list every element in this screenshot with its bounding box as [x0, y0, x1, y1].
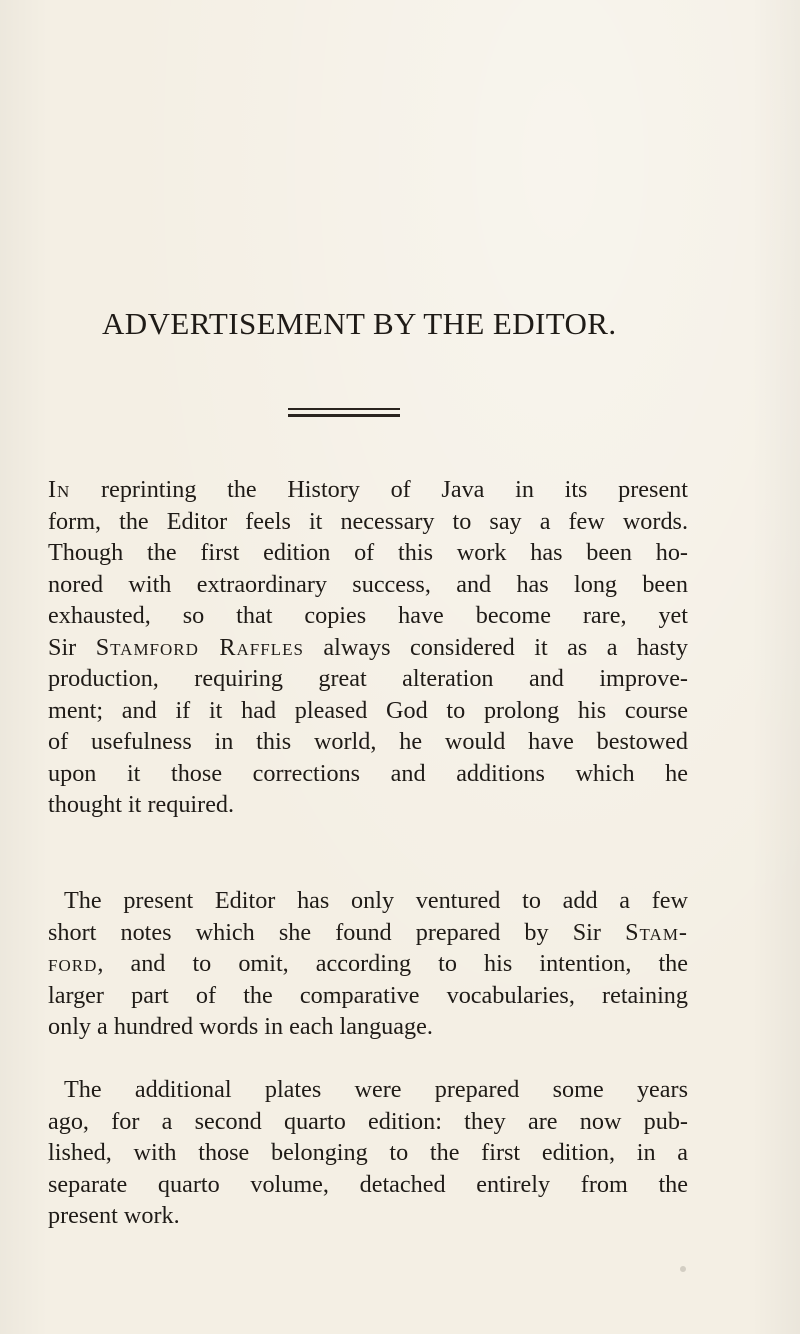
- text-run: ment; and if it had pleased God to prolong his course: [48, 696, 688, 724]
- small-caps-text: ford: [48, 950, 98, 977]
- text-run: ago, for a second quarto edition: they are now pub-: [48, 1107, 688, 1135]
- heading-rule-thin: [288, 408, 400, 410]
- text-line: [48, 1011, 688, 1043]
- text-run: separate quarto volume, detached entirely from the: [48, 1170, 688, 1198]
- text-run: , and to omit, according to his intention, the: [97, 950, 688, 977]
- text-line: [48, 474, 688, 506]
- text-run: Though the first edition of this work has been ho-: [48, 539, 688, 566]
- text-line: [48, 569, 688, 601]
- text-line: [48, 980, 688, 1012]
- text-line: [48, 1169, 688, 1201]
- text-line: [48, 758, 688, 790]
- paper-spot: [680, 1266, 686, 1272]
- text-line: [48, 1137, 688, 1169]
- text-line: [48, 917, 688, 949]
- text-line: [48, 506, 688, 538]
- paragraph-3: [48, 1074, 688, 1232]
- text-run: nored with extraordinary success, and has long been: [48, 570, 688, 598]
- text-run: always considered it as a hasty: [303, 633, 688, 661]
- text-run: The present Editor has only ventured to add a few: [64, 887, 688, 914]
- text-run: only a hundred words in each language.: [48, 1013, 433, 1040]
- small-caps-text: In: [48, 476, 71, 503]
- text-line: [48, 948, 688, 980]
- text-line: [48, 726, 688, 758]
- text-line: [48, 885, 688, 917]
- text-run: upon it those corrections and additions which he: [48, 759, 688, 787]
- heading-rule-thick: [288, 414, 400, 417]
- small-caps-text: Stam-: [625, 918, 688, 946]
- text-line: [48, 1106, 688, 1138]
- text-run: short notes which she found prepared by Sir: [48, 918, 626, 946]
- text-run: thought it required.: [48, 791, 235, 818]
- text-line: [48, 1074, 688, 1106]
- text-line: [48, 1200, 688, 1232]
- text-run: Sir: [48, 633, 96, 661]
- text-line: [48, 632, 688, 664]
- text-run: reprinting the History of Java in its present: [70, 476, 688, 503]
- paragraph-1: [48, 474, 688, 821]
- small-caps-text: Stamford Raffles: [95, 633, 304, 661]
- text-run: form, the Editor feels it necessary to say a few words.: [48, 507, 688, 535]
- text-line: [48, 789, 688, 821]
- text-run: of usefulness in this world, he would have bestowed: [48, 728, 688, 755]
- text-run: larger part of the comparative vocabularies, retaining: [48, 981, 688, 1009]
- page-heading: ADVERTISEMENT BY THE EDITOR.: [102, 306, 617, 341]
- text-run: lished, with those belonging to the first edition, in a: [48, 1139, 688, 1166]
- text-run: production, requiring great alteration and improve-: [48, 665, 688, 692]
- text-run: The additional plates were prepared some years: [64, 1076, 688, 1103]
- text-line: [48, 600, 688, 632]
- text-line: [48, 663, 688, 695]
- paragraph-2: [48, 885, 688, 1043]
- text-line: [48, 537, 688, 569]
- text-line: [48, 695, 688, 727]
- text-run: exhausted, so that copies have become rare, yet: [48, 602, 688, 629]
- text-run: present work.: [48, 1202, 180, 1229]
